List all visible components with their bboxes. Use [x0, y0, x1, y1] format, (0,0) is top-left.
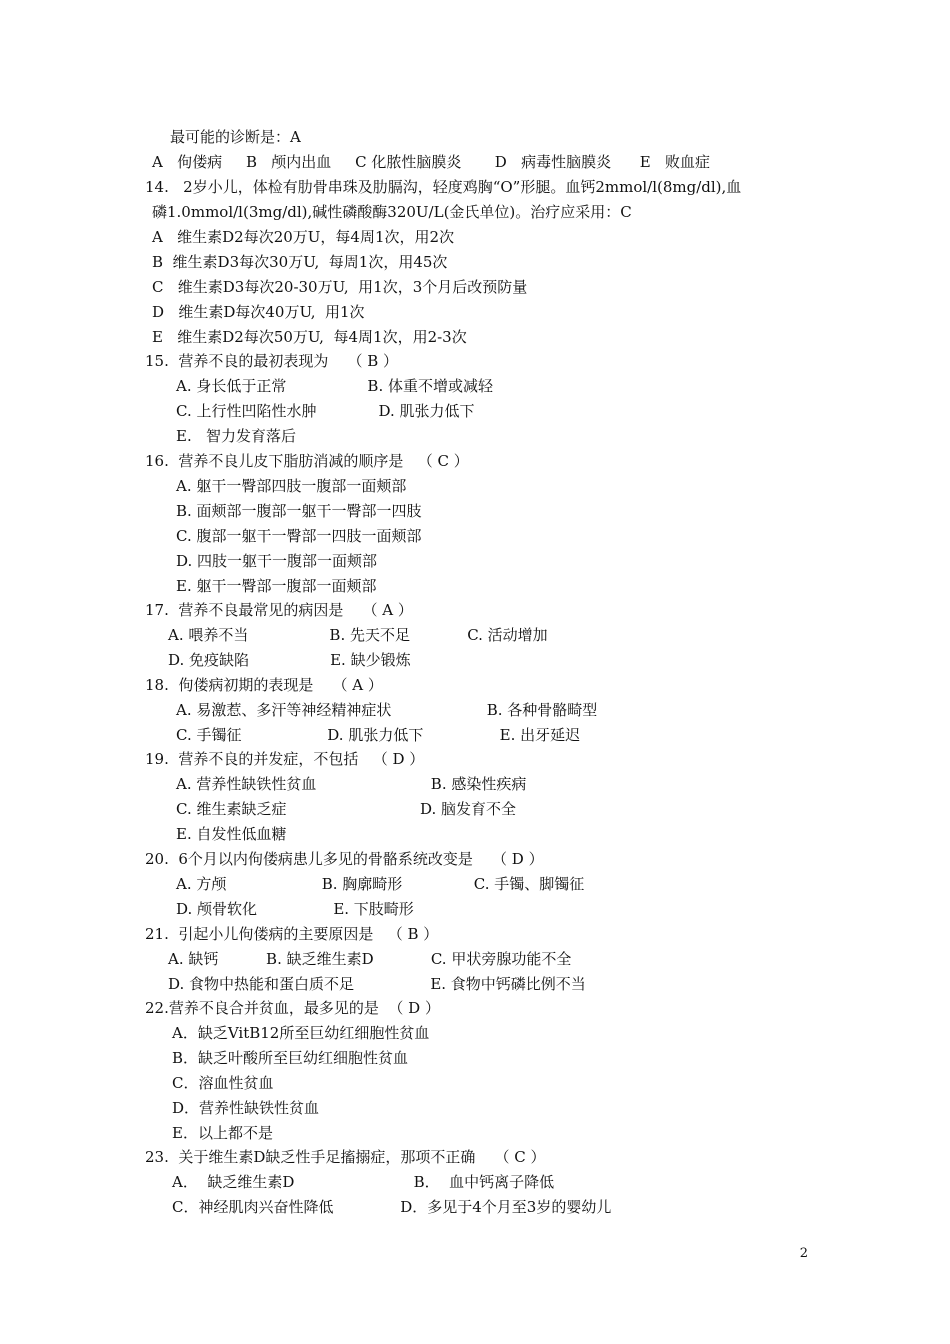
question-14: 14. 2岁小儿，体检有肋骨串珠及肋膈沟，轻度鸡胸“O”形腿。血钙2mmol/l(8mg/dl),血 — [145, 178, 742, 196]
option-line: B. 面颊部一腹部一躯干一臀部一四肢 — [176, 502, 422, 520]
option-line: B 维生素D3每次30万U, 每周1次，用45次 — [152, 253, 448, 271]
option-line: A. 身长低于正常 B. 体重不增或减轻 — [176, 377, 493, 395]
option-line: C. 手镯征 D. 肌张力低下 E. 出牙延迟 — [176, 726, 581, 744]
option-line: A. 营养性缺铁性贫血 B. 感染性疾病 — [176, 775, 527, 793]
option-line: A 维生素D2每次20万U，每4周1次，用2次 — [152, 228, 455, 246]
option-line: B．缺乏叶酸所至巨幼红细胞性贫血 — [172, 1049, 409, 1067]
option-line: A． 缺乏维生素D B． 血中钙离子降低 — [172, 1173, 555, 1191]
option-line: C 维生素D3每次20-30万U, 用1次，3个月后改预防量 — [152, 278, 528, 296]
question-21: 21. 引起小儿佝偻病的主要原因是 （ B ） — [145, 925, 439, 943]
option-line: D. 免疫缺陷 E. 缺少锻炼 — [168, 651, 411, 669]
option-line: E. 躯干一臀部一腹部一面颊部 — [176, 577, 377, 595]
question-16: 16. 营养不良儿皮下脂肪消减的顺序是 （ C ） — [145, 452, 469, 470]
option-line: E 维生素D2每次50万U, 每4周1次，用2-3次 — [152, 328, 467, 346]
option-line: D 维生素D每次40万U, 用1次 — [152, 303, 365, 321]
question-20: 20. 6个月以内佝偻病患儿多见的骨骼系统改变是 （ D ） — [145, 850, 544, 868]
question-17: 17. 营养不良最常见的病因是 （ A ） — [145, 601, 413, 619]
option-line: C. 维生素缺乏症 D. 脑发育不全 — [176, 800, 517, 818]
option-line: D. 食物中热能和蛋白质不足 E. 食物中钙磷比例不当 — [168, 975, 586, 993]
text-line: 磷1.0mmol/l(3mg/dl),碱性磷酸酶320U/L(金氏单位)。治疗应采用：C — [152, 203, 632, 221]
question-22: 22.营养不良合并贫血，最多见的是 （ D ） — [145, 999, 440, 1017]
option-line: A. 缺钙 B. 缺乏维生素D C. 甲状旁腺功能不全 — [168, 950, 572, 968]
question-15: 15. 营养不良的最初表现为 （ B ） — [145, 352, 399, 370]
option-line: D．营养性缺铁性贫血 — [172, 1099, 320, 1117]
option-line: D. 四肢一躯干一腹部一面颊部 — [176, 552, 378, 570]
question-23: 23. 关于维生素D缺乏性手足搐搦症，那项不正确 （ C ） — [145, 1148, 546, 1166]
option-line: E．以上都不是 — [172, 1124, 273, 1142]
option-line: A. 方颅 B. 胸廓畸形 C. 手镯、脚镯征 — [176, 875, 585, 893]
question-19: 19. 营养不良的并发症，不包括 （ D ） — [145, 750, 425, 768]
option-line: A. 喂养不当 B. 先天不足 C. 活动增加 — [168, 626, 548, 644]
option-line: A. 易激惹、多汗等神经精神症状 B. 各种骨骼畸型 — [176, 701, 598, 719]
option-line: E. 自发性低血糖 — [176, 825, 287, 843]
text-line: 最可能的诊断是：A — [170, 128, 301, 146]
options-line: A 佝偻病 B 颅内出血 C 化脓性脑膜炎 D 病毒性脑膜炎 E 败血症 — [152, 153, 710, 171]
option-line: C. 腹部一躯干一臀部一四肢一面颊部 — [176, 527, 422, 545]
question-18: 18. 佝偻病初期的表现是 （ A ） — [145, 676, 383, 694]
option-line: C．神经肌肉兴奋性降低 D．多见于4个月至3岁的婴幼儿 — [172, 1198, 612, 1216]
option-line: C. 上行性凹陷性水肿 D. 肌张力低下 — [176, 402, 475, 420]
page-number: 2 — [799, 1246, 808, 1261]
option-line: D. 颅骨软化 E. 下肢畸形 — [176, 900, 414, 918]
option-line: E. 智力发育落后 — [176, 427, 297, 445]
option-line: A. 躯干一臀部四肢一腹部一面颊部 — [176, 477, 407, 495]
option-line: C．溶血性贫血 — [172, 1074, 274, 1092]
option-line: A．缺乏VitB12所至巨幼红细胞性贫血 — [172, 1024, 430, 1042]
